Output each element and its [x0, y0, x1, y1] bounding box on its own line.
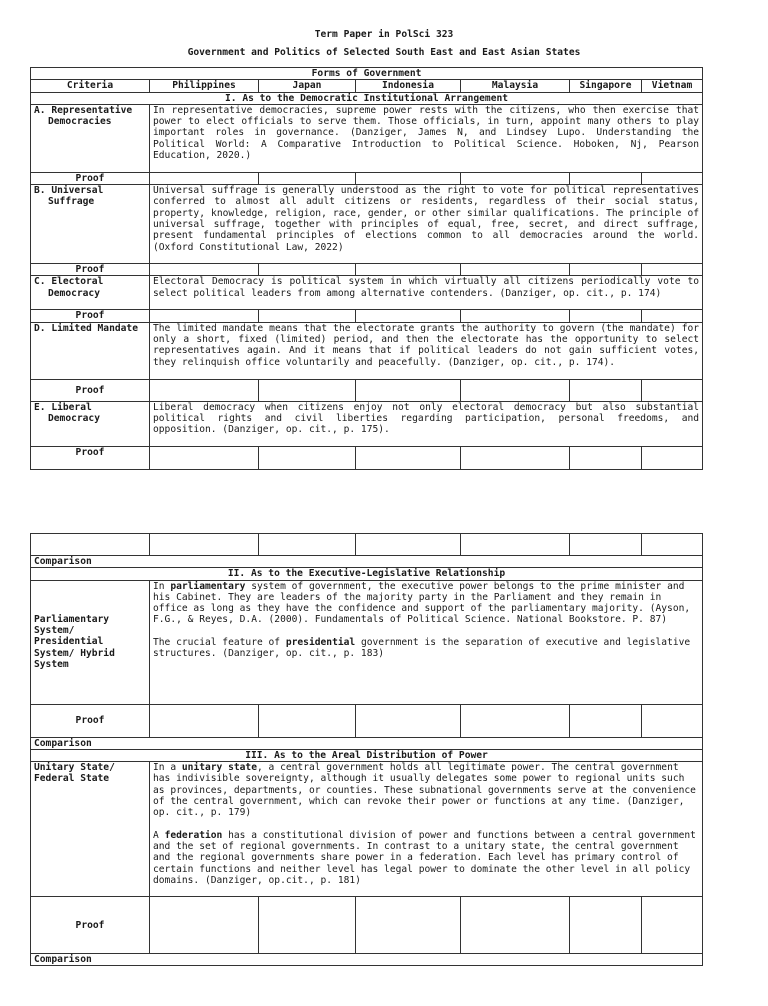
- proof-cell[interactable]: [642, 446, 703, 469]
- proof-cell[interactable]: [570, 379, 642, 401]
- proof-cell[interactable]: [150, 379, 259, 401]
- proof-label: Proof: [31, 897, 150, 954]
- criteria-label: A. Representative Democracies: [31, 104, 150, 172]
- proof-cell[interactable]: [570, 264, 642, 276]
- proof-cell[interactable]: [461, 704, 570, 737]
- criteria-label: C. Electoral Democracy: [31, 276, 150, 310]
- proof-cell[interactable]: [570, 446, 642, 469]
- proof-cell[interactable]: [461, 446, 570, 469]
- table-title: Forms of Government: [31, 68, 703, 80]
- criteria-label: Unitary State/ Federal State: [31, 762, 150, 897]
- proof-cell[interactable]: [259, 310, 356, 322]
- proof-cell[interactable]: [259, 264, 356, 276]
- criteria-definition: In parliamentary system of government, the executive power belongs to the prime minister and his Cabinet. They are leaders of the majority party in the Parliament and they remain in office as long as they have the confidence and support of the parliamentary majority. (Ayson, F.G., & Reyes, D.A. (2000). Fundamentals of Political Science. National Bookstore. P. 87) The crucial feature of presidential government is the separation of executive and legislative structures. (Danziger, op. cit., p. 183): [150, 580, 703, 704]
- comparison-label: Comparison: [31, 556, 703, 568]
- proof-cell[interactable]: [259, 379, 356, 401]
- proof-cell[interactable]: [461, 897, 570, 954]
- proof-cell[interactable]: [150, 897, 259, 954]
- blank-cell[interactable]: [461, 534, 570, 556]
- paper-subtitle: Government and Politics of Selected South East and East Asian States: [187, 47, 581, 58]
- proof-cell[interactable]: [150, 264, 259, 276]
- criteria-definition: Electoral Democracy is political system in which virtually all citizens periodically vote to select political leaders from among alternative contenders. (Danziger, op. cit., p. 174): [150, 276, 703, 310]
- proof-cell[interactable]: [570, 310, 642, 322]
- proof-cell[interactable]: [150, 704, 259, 737]
- proof-cell[interactable]: [461, 310, 570, 322]
- proof-label: Proof: [31, 704, 150, 737]
- blank-cell[interactable]: [259, 534, 356, 556]
- proof-cell[interactable]: [356, 704, 461, 737]
- proof-cell[interactable]: [642, 264, 703, 276]
- criteria-label: B. Universal Suffrage: [31, 185, 150, 264]
- blank-cell[interactable]: [31, 534, 150, 556]
- column-header-malaysia: Malaysia: [461, 80, 570, 92]
- proof-label: Proof: [31, 264, 150, 276]
- proof-cell[interactable]: [642, 704, 703, 737]
- proof-cell[interactable]: [150, 172, 259, 184]
- blank-cell[interactable]: [150, 534, 259, 556]
- paper-title: Term Paper in PolSci 323: [314, 29, 454, 40]
- comparison-label: Comparison: [31, 737, 703, 749]
- proof-cell[interactable]: [642, 897, 703, 954]
- proof-cell[interactable]: [150, 446, 259, 469]
- proof-cell[interactable]: [570, 704, 642, 737]
- proof-cell[interactable]: [642, 172, 703, 184]
- blank-cell[interactable]: [356, 534, 461, 556]
- comparison-table: [30, 533, 703, 966]
- forms-of-government-table: [30, 67, 703, 470]
- section-heading: II. As to the Executive-Legislative Relationship: [31, 568, 703, 580]
- section-heading: I. As to the Democratic Institutional Arrangement: [31, 92, 703, 104]
- column-header-singapore: Singapore: [570, 80, 642, 92]
- proof-label: Proof: [31, 172, 150, 184]
- criteria-definition: In a unitary state, a central government holds all legitimate power. The central government has indivisible sovereignty, although it usually delegates some power to regional units such as provinces, departments, or counties. These subnational governments serve at the convenience of the central government, which can revoke their power or functions at any time. (Danziger, op. cit., p. 179) A federation has a constitutional division of power and functions between a central government and the set of regional governments. In contrast to a unitary state, the central government and the regional governments share power in a federation. Each level has primary control of certain functions and neither level has legal power to dominate the other level in all policy domains. (Danziger, op.cit., p. 181): [150, 762, 703, 897]
- blank-cell[interactable]: [642, 534, 703, 556]
- blank-cell[interactable]: [570, 534, 642, 556]
- proof-cell[interactable]: [570, 172, 642, 184]
- proof-cell[interactable]: [150, 310, 259, 322]
- criteria-definition: The limited mandate means that the electorate grants the authority to govern (the mandate) for only a short, fixed (limited) period, and then the electorate has the opportunity to select representatives again. And it means that if political leaders do not gain sufficient votes, they relinquish office voluntarily and peacefully. (Danziger, op. cit., p. 174).: [150, 322, 703, 379]
- proof-cell[interactable]: [570, 897, 642, 954]
- proof-cell[interactable]: [356, 172, 461, 184]
- column-header-philippines: Philippines: [150, 80, 259, 92]
- proof-label: Proof: [31, 379, 150, 401]
- criteria-label: E. Liberal Democracy: [31, 401, 150, 446]
- criteria-definition: In representative democracies, supreme power rests with the citizens, who then exercise that power to elect officials to serve them. Those officials, in turn, appoint many others to play important roles in governance. (Danziger, James N, and Lindsey Lupo. Understanding the Political World: A Comparative Introduction to Political Science. Hoboken, Nj, Pearson Education, 2020.): [150, 104, 703, 172]
- column-header-criteria: Criteria: [31, 80, 150, 92]
- proof-cell[interactable]: [461, 172, 570, 184]
- proof-label: Proof: [31, 310, 150, 322]
- proof-cell[interactable]: [642, 379, 703, 401]
- criteria-definition: Universal suffrage is generally understood as the right to vote for political representatives conferred to almost all adult citizens or residents, regardless of their social status, property, knowledge, religion, race, gender, or other similar qualifications. The principle of universal suffrage, together with principles of equal, free, secret, and direct suffrage, present fundamental principles of elections common to all democracies around the world. (Oxford Constitutional Law, 2022): [150, 185, 703, 264]
- proof-cell[interactable]: [259, 172, 356, 184]
- proof-cell[interactable]: [461, 264, 570, 276]
- comparison-label: Comparison: [31, 954, 703, 966]
- proof-cell[interactable]: [356, 264, 461, 276]
- proof-cell[interactable]: [259, 704, 356, 737]
- proof-label: Proof: [31, 446, 150, 469]
- criteria-definition: Liberal democracy when citizens enjoy not only electoral democracy but also substantial political rights and civil liberties regarding participation, personal freedoms, and opposition. (Danziger, op. cit., p. 175).: [150, 401, 703, 446]
- proof-cell[interactable]: [259, 897, 356, 954]
- proof-cell[interactable]: [461, 379, 570, 401]
- section-heading: III. As to the Areal Distribution of Power: [31, 749, 703, 761]
- proof-cell[interactable]: [356, 379, 461, 401]
- proof-cell[interactable]: [259, 446, 356, 469]
- proof-cell[interactable]: [642, 310, 703, 322]
- proof-cell[interactable]: [356, 446, 461, 469]
- proof-cell[interactable]: [356, 897, 461, 954]
- criteria-label: D. Limited Mandate: [31, 322, 150, 379]
- column-header-japan: Japan: [259, 80, 356, 92]
- criteria-label: Parliamentary System/ Presidential System/ Hybrid System: [31, 580, 150, 704]
- proof-cell[interactable]: [356, 310, 461, 322]
- column-header-vietnam: Vietnam: [642, 80, 703, 92]
- column-header-indonesia: Indonesia: [356, 80, 461, 92]
